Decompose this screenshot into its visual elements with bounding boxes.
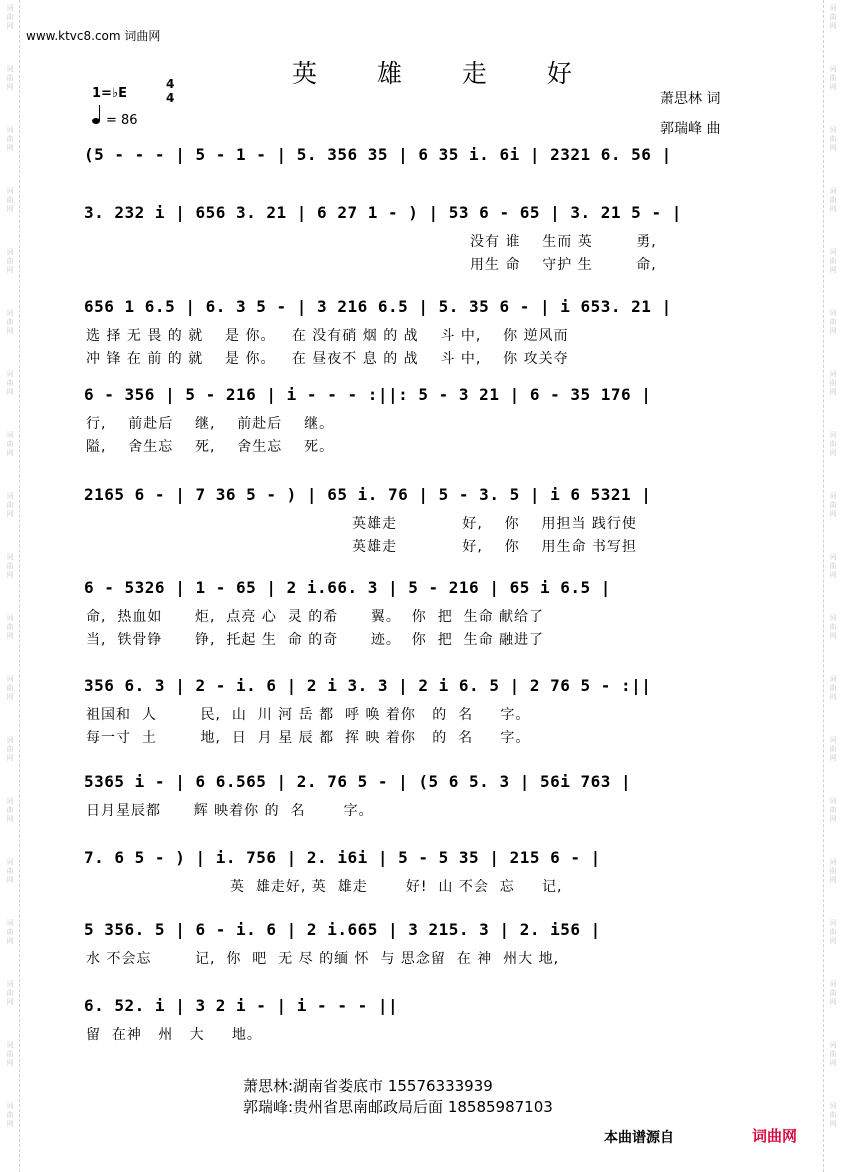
time-numerator: 4 <box>166 77 175 91</box>
left-watermark-strip <box>0 0 20 1172</box>
lyric-row-5-verse-2: 英雄走 好, 你 用生命 书写担 <box>352 539 637 555</box>
lyric-row-6-verse-1: 命, 热血如 炬, 点亮 心 灵 的希 翼。 你 把 生命 献给了 <box>86 609 545 625</box>
notation-row-2: 3. 232 i | 656 3. 21 | 6 27 1 - ) | 53 6 - 65 | 3. 21 5 - | <box>84 203 682 222</box>
notation-row-4: 6 - 356 | 5 - 216 | i - - - :||: 5 - 3 21 | 6 - 35 176 | <box>84 385 652 404</box>
watermark-mark: 词 曲 网 <box>6 797 14 823</box>
lyric-row-11-verse-1: 留 在神 州 大 地。 <box>86 1027 262 1043</box>
quarter-note-icon <box>92 118 100 124</box>
notation-row-10: 5 356. 5 | 6 - i. 6 | 2 i.665 | 3 215. 3 | 2. i56 | <box>84 920 601 939</box>
song-title: 英 雄 走 好 <box>292 59 598 88</box>
composer-credit: 郭瑞峰 曲 <box>660 121 721 137</box>
watermark-mark: 词 曲 网 <box>829 980 837 1006</box>
watermark-mark: 词 曲 网 <box>6 248 14 274</box>
watermark-mark: 词 曲 网 <box>6 553 14 579</box>
lyric-row-7-verse-1: 祖国和 人 民, 山 川 河 岳 都 呼 唤 着你 的 名 字。 <box>86 707 531 723</box>
lyric-row-7-verse-2: 每一寸 土 地, 日 月 星 辰 都 挥 映 着你 的 名 字。 <box>86 730 531 746</box>
watermark-mark: 词 曲 网 <box>6 187 14 213</box>
tempo-value: = 86 <box>106 113 138 128</box>
watermark-mark: 词 曲 网 <box>6 309 14 335</box>
lyric-row-4-verse-2: 隘, 舍生忘 死, 舍生忘 死。 <box>86 439 335 455</box>
watermark-mark: 词 曲 网 <box>6 126 14 152</box>
watermark-mark: 词 曲 网 <box>6 675 14 701</box>
brand-logo: 词曲网 <box>752 1127 798 1145</box>
notation-row-7: 356 6. 3 | 2 - i. 6 | 2 i 3. 3 | 2 i 6. 5 | 2 76 5 - :|| <box>84 676 652 695</box>
watermark-mark: 词 曲 网 <box>6 736 14 762</box>
watermark-mark: 词 曲 网 <box>6 858 14 884</box>
lyric-row-2-verse-2: 用生 命 守护 生 命, <box>470 257 657 273</box>
notation-row-6: 6 - 5326 | 1 - 65 | 2 i.66. 3 | 5 - 216 | 65 i 6.5 | <box>84 578 611 597</box>
watermark-mark: 词 曲 网 <box>829 614 837 640</box>
lyric-row-9-verse-1: 英 雄走好, 英 雄走 好! 山 不会 忘 记, <box>230 879 563 895</box>
time-signature <box>166 77 174 105</box>
contact-composer: 郭瑞峰:贵州省思南邮政局后面 18585987103 <box>243 1098 553 1116</box>
lyricist-credit: 萧思林 词 <box>660 91 721 107</box>
time-denominator: 4 <box>166 91 175 105</box>
watermark-mark: 词 曲 网 <box>6 1041 14 1067</box>
lyric-row-2-verse-1: 没有 谁 生而 英 勇, <box>470 234 657 250</box>
tempo-marking <box>92 113 138 128</box>
watermark-mark: 词 曲 网 <box>6 492 14 518</box>
watermark-mark: 词 曲 网 <box>829 4 837 30</box>
notation-row-5: 2165 6 - | 7 36 5 - ) | 65 i. 76 | 5 - 3. 5 | i 6 5321 | <box>84 485 652 504</box>
lyric-row-4-verse-1: 行, 前赴后 继, 前赴后 继。 <box>86 416 335 432</box>
lyric-row-8-verse-1: 日月星辰都 辉 映着你 的 名 字。 <box>86 803 374 819</box>
lyric-row-6-verse-2: 当, 铁骨铮 铮, 托起 生 命 的奇 迹。 你 把 生命 融进了 <box>86 632 545 648</box>
watermark-mark: 词 曲 网 <box>829 65 837 91</box>
watermark-mark: 词 曲 网 <box>829 187 837 213</box>
watermark-mark: 词 曲 网 <box>829 492 837 518</box>
watermark-mark: 词 曲 网 <box>6 370 14 396</box>
lyric-row-3-verse-1: 选 择 无 畏 的 就 是 你。 在 没有硝 烟 的 战 斗 中, 你 逆风而 <box>86 328 569 344</box>
watermark-mark: 词 曲 网 <box>6 4 14 30</box>
notation-row-1: (5 - - - | 5 - 1 - | 5. 356 35 | 6 35 i. 6i | 2321 6. 56 | <box>84 145 672 164</box>
site-header: www.ktvc8.com 词曲网 <box>26 29 161 43</box>
notation-row-11: 6. 52. i | 3 2 i - | i - - - || <box>84 996 399 1015</box>
watermark-mark: 词 曲 网 <box>829 553 837 579</box>
watermark-mark: 词 曲 网 <box>829 309 837 335</box>
lyric-row-5-verse-1: 英雄走 好, 你 用担当 践行使 <box>352 516 637 532</box>
contact-lyricist: 萧思林:湖南省娄底市 15576333939 <box>243 1077 493 1095</box>
watermark-mark: 词 曲 网 <box>829 126 837 152</box>
right-watermark-strip <box>823 0 843 1172</box>
watermark-mark: 词 曲 网 <box>829 919 837 945</box>
watermark-mark: 词 曲 网 <box>6 980 14 1006</box>
notation-row-9: 7. 6 5 - ) | i. 756 | 2. i6i | 5 - 5 35 | 215 6 - | <box>84 848 601 867</box>
watermark-mark: 词 曲 网 <box>829 797 837 823</box>
watermark-mark: 词 曲 网 <box>6 919 14 945</box>
lyric-row-10-verse-1: 水 不会忘 记, 你 吧 无 尽 的缅 怀 与 思念留 在 神 州大 地, <box>86 951 560 967</box>
watermark-mark: 词 曲 网 <box>829 675 837 701</box>
watermark-mark: 词 曲 网 <box>829 1102 837 1128</box>
watermark-mark: 词 曲 网 <box>6 1102 14 1128</box>
notation-row-3: 656 1 6.5 | 6. 3 5 - | 3 216 6.5 | 5. 35 6 - | i 653. 21 | <box>84 297 672 316</box>
watermark-mark: 词 曲 网 <box>829 370 837 396</box>
source-label: 本曲谱源自 <box>604 1130 674 1146</box>
watermark-mark: 词 曲 网 <box>829 858 837 884</box>
watermark-mark: 词 曲 网 <box>6 431 14 457</box>
watermark-mark: 词 曲 网 <box>829 1041 837 1067</box>
watermark-mark: 词 曲 网 <box>6 65 14 91</box>
lyric-row-3-verse-2: 冲 锋 在 前 的 就 是 你。 在 昼夜不 息 的 战 斗 中, 你 攻关夺 <box>86 351 569 367</box>
notation-row-8: 5365 i - | 6 6.565 | 2. 76 5 - | (5 6 5. 3 | 56i 763 | <box>84 772 632 791</box>
watermark-mark: 词 曲 网 <box>829 431 837 457</box>
watermark-mark: 词 曲 网 <box>829 736 837 762</box>
watermark-mark: 词 曲 网 <box>6 614 14 640</box>
watermark-mark: 词 曲 网 <box>829 248 837 274</box>
key-signature: 1=♭E <box>92 86 127 101</box>
